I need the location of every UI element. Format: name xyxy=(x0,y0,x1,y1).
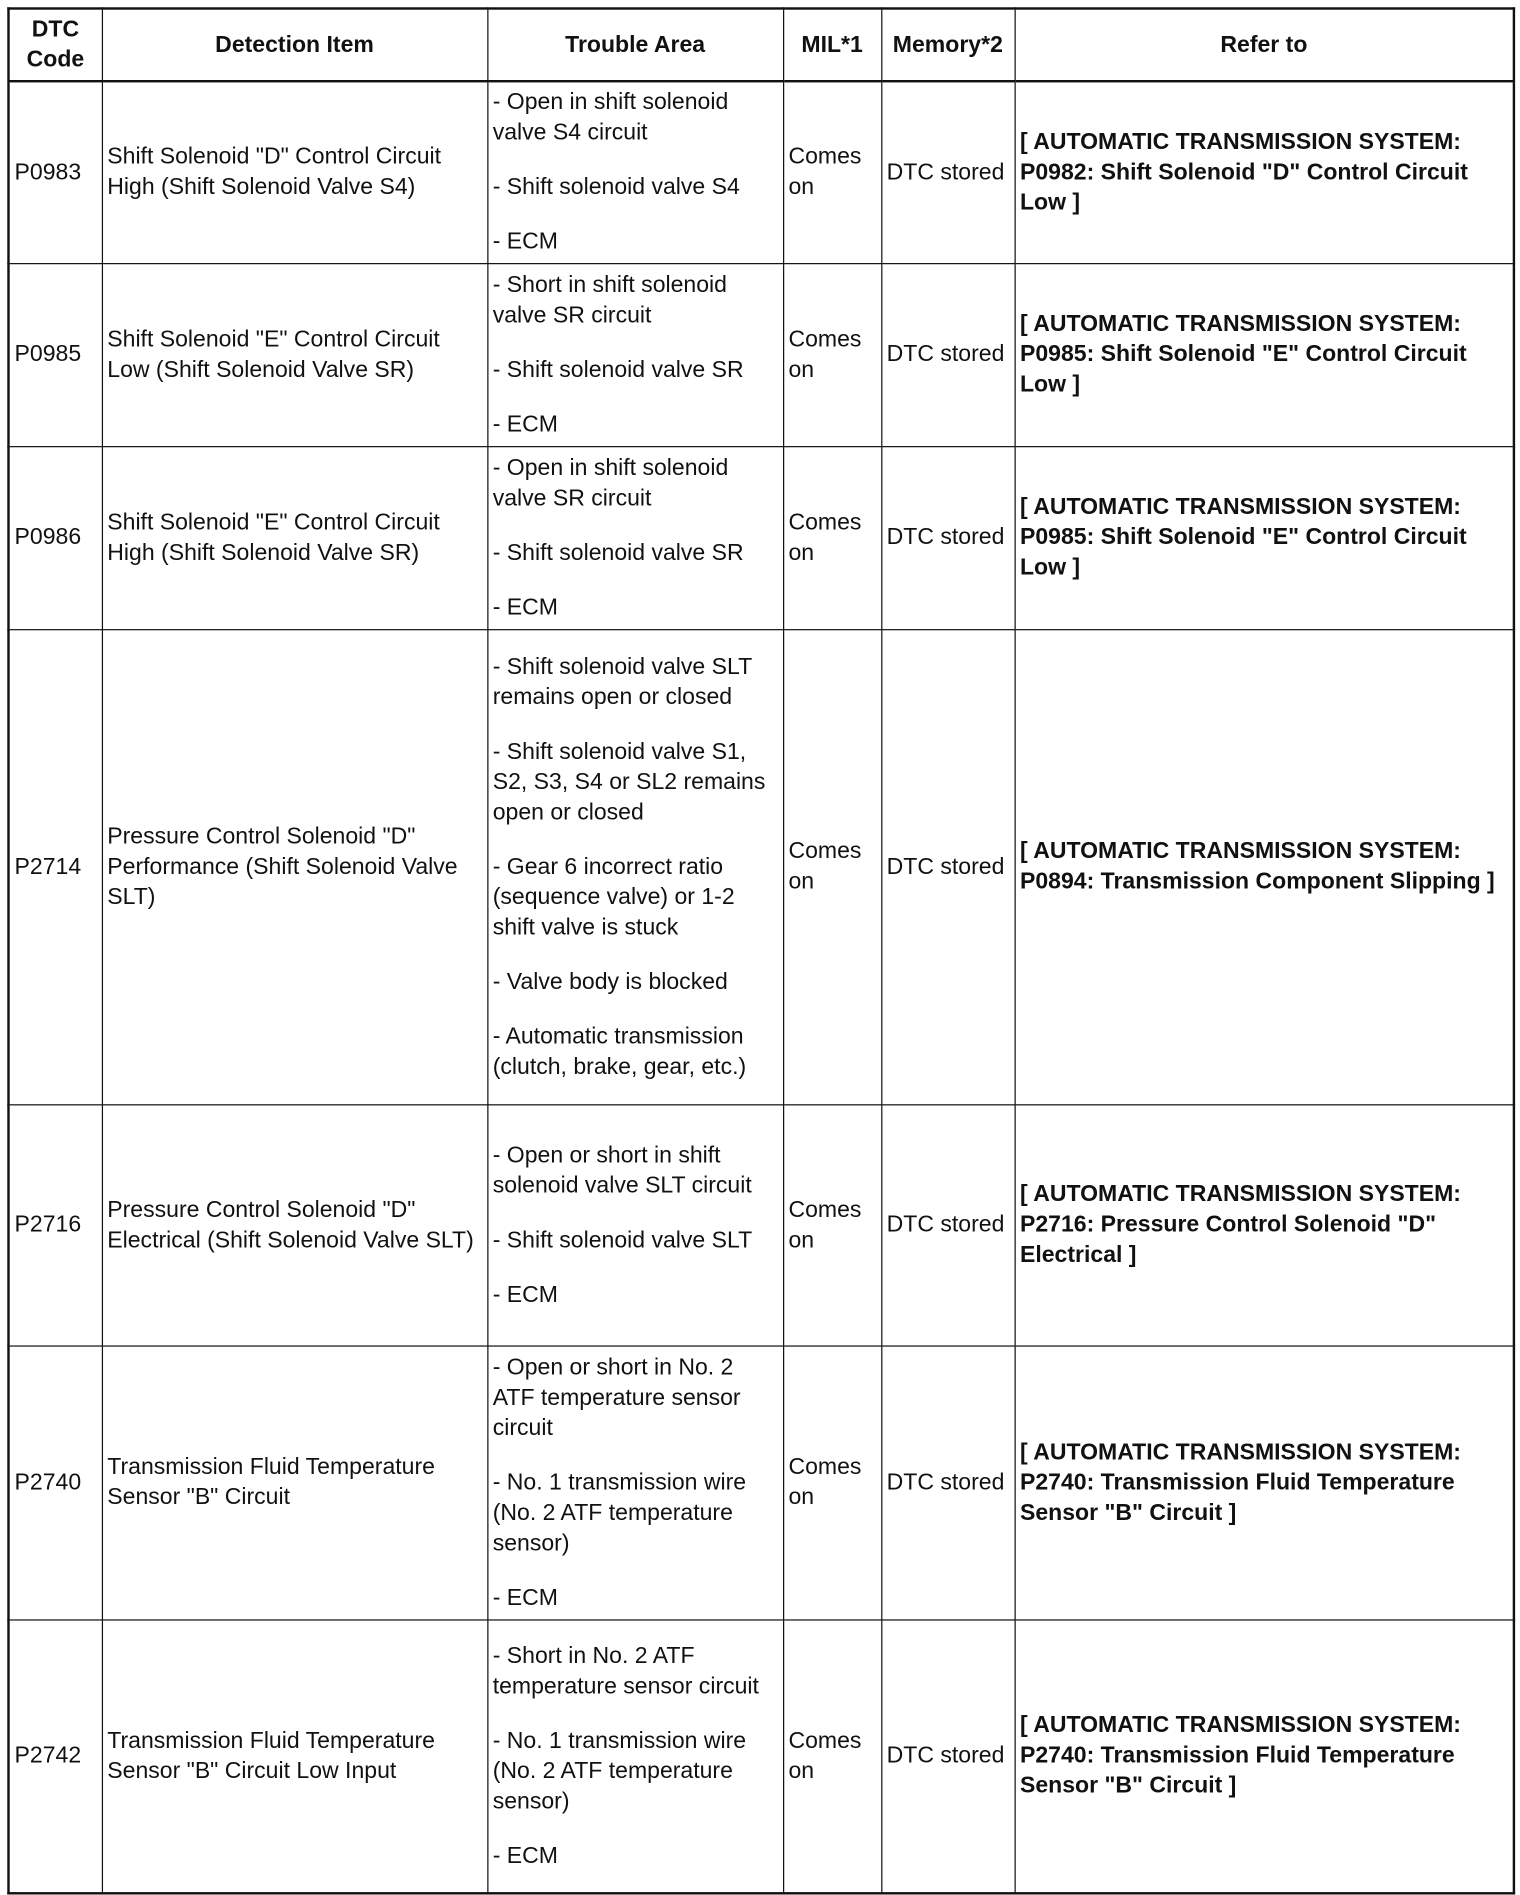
refer-to-link: [ AUTOMATIC TRANSMISSION SYSTEM: P2740: Transmission Fluid Temperature Sensor "B" Circuit ] xyxy=(1015,1619,1514,1893)
trouble-area-cell xyxy=(487,629,783,1104)
trouble-area-item: - Gear 6 incorrect ratio (sequence valve) or 1-2 shift valve is stuck xyxy=(492,853,735,940)
header-mil: MIL*1 xyxy=(783,8,881,81)
trouble-area-item: - Shift solenoid valve SR xyxy=(492,539,744,566)
refer-to-link: [ AUTOMATIC TRANSMISSION SYSTEM: P0982: Shift Solenoid "D" Control Circuit Low ] xyxy=(1015,81,1514,263)
trouble-area-item: - No. 1 transmission wire (No. 2 ATF temperature sensor) xyxy=(492,1728,747,1815)
trouble-area-item: - Open or short in No. 2 ATF temperature sensor circuit xyxy=(492,1354,741,1441)
trouble-area-item: - Shift solenoid valve SLT xyxy=(492,1227,753,1253)
trouble-area-cell xyxy=(487,263,783,446)
dtc-code-cell: P2716 xyxy=(8,1104,101,1345)
trouble-area-item: - Shift solenoid valve SR xyxy=(492,356,744,383)
refer-to-link: [ AUTOMATIC TRANSMISSION SYSTEM: P0894: Transmission Component Slipping ] xyxy=(1015,629,1514,1104)
mil-cell: Comes on xyxy=(783,629,881,1104)
trouble-area-item: - ECM xyxy=(492,594,558,620)
dtc-code-cell: P0986 xyxy=(8,446,101,629)
mil-cell: Comes on xyxy=(783,1619,881,1893)
memory-cell: DTC stored xyxy=(881,1104,1014,1345)
trouble-area-item: - No. 1 transmission wire (No. 2 ATF temperature sensor) xyxy=(492,1469,747,1556)
table-header-row xyxy=(8,8,1513,81)
table-row xyxy=(8,1619,1513,1893)
trouble-area-item: - ECM xyxy=(492,1281,558,1308)
trouble-area-item: - ECM xyxy=(492,411,558,437)
trouble-area-cell xyxy=(487,81,783,263)
refer-to-link: [ AUTOMATIC TRANSMISSION SYSTEM: P0985: Shift Solenoid "E" Control Circuit Low ] xyxy=(1015,446,1514,629)
table-row xyxy=(8,81,1513,263)
detection-item-cell: Transmission Fluid Temperature Sensor "B" Circuit xyxy=(102,1345,487,1619)
trouble-area-item: - Shift solenoid valve S4 xyxy=(492,174,740,201)
header-trouble-area: Trouble Area xyxy=(487,8,783,81)
trouble-area-item: - Shift solenoid valve SLT remains open or closed xyxy=(492,653,752,710)
trouble-area-cell xyxy=(487,1104,783,1345)
trouble-area-item: - Open in shift solenoid valve SR circuit xyxy=(492,455,729,511)
detection-item-cell: Shift Solenoid "D" Control Circuit High (Shift Solenoid Valve S4) xyxy=(102,81,487,263)
memory-cell: DTC stored xyxy=(881,1619,1014,1893)
detection-item-cell: Pressure Control Solenoid "D" Electrical (Shift Solenoid Valve SLT) xyxy=(102,1104,487,1345)
table-row xyxy=(8,446,1513,629)
memory-cell: DTC stored xyxy=(881,81,1014,263)
trouble-area-cell xyxy=(487,1619,783,1893)
mil-cell: Comes on xyxy=(783,1345,881,1619)
header-detection-item: Detection Item xyxy=(102,8,487,81)
trouble-area-item: - ECM xyxy=(492,1584,558,1611)
trouble-area-cell xyxy=(487,1345,783,1619)
memory-cell: DTC stored xyxy=(881,446,1014,629)
dtc-code-cell: P0985 xyxy=(8,263,101,446)
detection-item-cell: Transmission Fluid Temperature Sensor "B" Circuit Low Input xyxy=(102,1619,487,1893)
memory-cell: DTC stored xyxy=(881,1345,1014,1619)
trouble-area-item: - Automatic transmission (clutch, brake, gear, etc.) xyxy=(492,1023,747,1080)
mil-cell: Comes on xyxy=(783,263,881,446)
detection-item-cell: Shift Solenoid "E" Control Circuit High (Shift Solenoid Valve SR) xyxy=(102,446,487,629)
dtc-code-cell: P2740 xyxy=(8,1345,101,1619)
table-row xyxy=(8,629,1513,1104)
dtc-code-cell: P2742 xyxy=(8,1619,101,1893)
detection-item-cell: Shift Solenoid "E" Control Circuit Low (Shift Solenoid Valve SR) xyxy=(102,263,487,446)
dtc-code-cell: P2714 xyxy=(8,629,101,1104)
trouble-area-item: - Shift solenoid valve S1, S2, S3, S4 or SL2 remains open or closed xyxy=(492,738,766,825)
trouble-area-item: - Short in shift solenoid valve SR circuit xyxy=(492,272,727,328)
header-dtc-code: DTC Code xyxy=(8,8,101,81)
table-body xyxy=(8,81,1513,1893)
trouble-area-item: - ECM xyxy=(492,229,558,255)
header-memory: Memory*2 xyxy=(881,8,1014,81)
table-row xyxy=(8,1345,1513,1619)
mil-cell: Comes on xyxy=(783,81,881,263)
trouble-area-cell xyxy=(487,446,783,629)
table-row xyxy=(8,263,1513,446)
table-row xyxy=(8,1104,1513,1345)
dtc-code-cell: P0983 xyxy=(8,81,101,263)
memory-cell: DTC stored xyxy=(881,629,1014,1104)
memory-cell: DTC stored xyxy=(881,263,1014,446)
trouble-area-item: - Short in No. 2 ATF temperature sensor circuit xyxy=(492,1643,759,1700)
trouble-area-item: - Valve body is blocked xyxy=(492,969,728,995)
mil-cell: Comes on xyxy=(783,1104,881,1345)
mil-cell: Comes on xyxy=(783,446,881,629)
refer-to-link: [ AUTOMATIC TRANSMISSION SYSTEM: P2716: Pressure Control Solenoid "D" Electrical ] xyxy=(1015,1104,1514,1345)
header-refer-to: Refer to xyxy=(1015,8,1514,81)
dtc-table xyxy=(7,7,1515,1894)
refer-to-link: [ AUTOMATIC TRANSMISSION SYSTEM: P0985: Shift Solenoid "E" Control Circuit Low ] xyxy=(1015,263,1514,446)
trouble-area-item: - Open in shift solenoid valve S4 circuit xyxy=(492,89,729,146)
trouble-area-item: - ECM xyxy=(492,1843,558,1869)
detection-item-cell: Pressure Control Solenoid "D" Performance (Shift Solenoid Valve SLT) xyxy=(102,629,487,1104)
refer-to-link: [ AUTOMATIC TRANSMISSION SYSTEM: P2740: Transmission Fluid Temperature Sensor "B" Circuit ] xyxy=(1015,1345,1514,1619)
trouble-area-item: - Open or short in shift solenoid valve SLT circuit xyxy=(492,1142,752,1199)
